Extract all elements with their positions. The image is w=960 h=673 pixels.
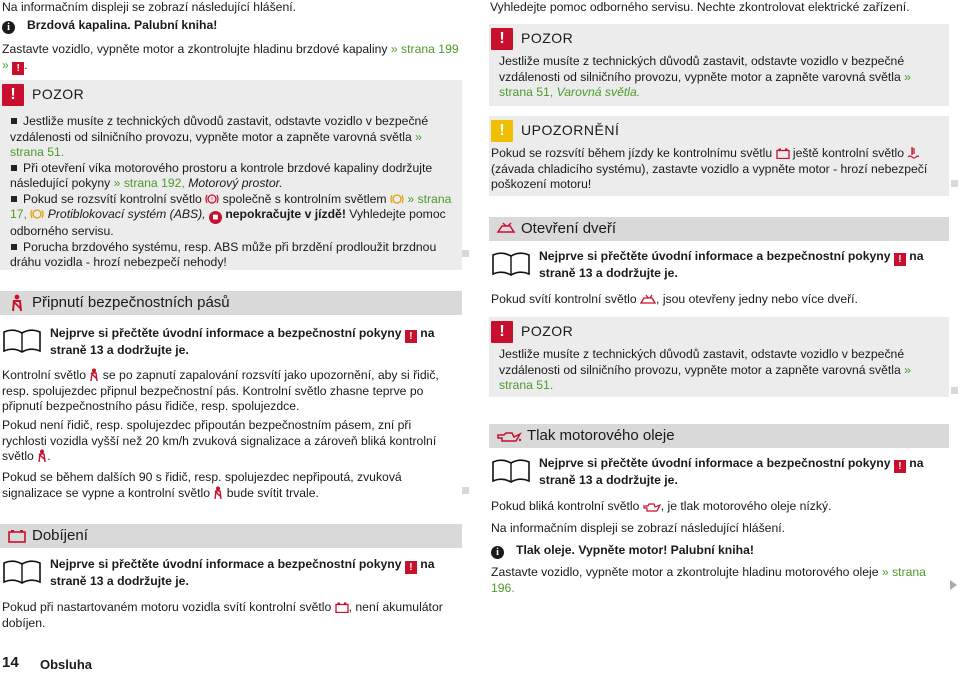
seatbelt-lamp-icon bbox=[213, 486, 223, 499]
brake-warning-lamp-icon bbox=[205, 193, 219, 205]
notice-box: ! UPOZORNĚNÍ Pokud se rozsvítí během jízdy ke kontrolnímu světlu ještě kontrolní světlo (závada chladicího systému), zastavte vozidlo a vypněte motor - hrozí nebezpečí poškození motoru! bbox=[489, 116, 949, 196]
chapter-label: Obsluha bbox=[40, 657, 93, 672]
svg-text:!: ! bbox=[211, 196, 214, 203]
seatbelt-icon bbox=[6, 294, 28, 312]
warning-icon: ! bbox=[894, 253, 906, 266]
section-title: Tlak motorového oleje bbox=[527, 427, 675, 445]
read-first-note: Nejprve si přečtěte úvodní informace a bezpečnostní pokyny ! na straně 13 a dodržujte je. bbox=[2, 326, 460, 359]
instruction: Zastavte vozidlo, vypněte motor a zkontrolujte hladinu brzdové kapaliny » strana 199 » ! . bbox=[2, 42, 459, 74]
page-link[interactable]: » strana 192, bbox=[113, 176, 185, 190]
display-intro: Na informačním displeji se zobrazí následující hlášení. bbox=[2, 0, 296, 14]
paragraph: Pokud při nastartovaném motoru vozidla svítí kontrolní světlo , není akumulátor dobíjen. bbox=[2, 600, 443, 630]
page-number: 14 bbox=[2, 654, 19, 671]
door-lamp-icon bbox=[640, 294, 656, 305]
oil-can-icon bbox=[495, 427, 523, 445]
warning-bullet: Porucha brzdového systému, resp. ABS může při brzdění prodloužit brzdnou dráhu vozidla - hrozí nebezpečí nehody! bbox=[10, 239, 437, 269]
section-title: Připnutí bezpečnostních pásů bbox=[32, 294, 230, 312]
section-header-belts bbox=[0, 291, 462, 315]
warning-bullet: Jestliže musíte z technických důvodů zastavit, odstavte vozidlo v bezpečné vzdálenosti od silničního provozu, vypněte motor a zapněte varovná světla » strana 51. bbox=[10, 114, 429, 159]
warning-title: POZOR bbox=[521, 30, 574, 47]
warning-icon: ! bbox=[12, 62, 24, 75]
page-link[interactable]: » strana 51. bbox=[499, 362, 911, 392]
paragraph: Zastavte vozidlo, vypněte motor a zkontrolujte hladinu motorového oleje » strana 196. bbox=[491, 565, 926, 595]
book-icon bbox=[491, 249, 531, 277]
section-end-marker bbox=[462, 250, 469, 257]
seatbelt-lamp-icon bbox=[37, 449, 47, 462]
warning-box bbox=[0, 80, 462, 270]
page-link[interactable]: » strana 199 bbox=[390, 42, 459, 56]
oil-lamp-icon bbox=[643, 502, 661, 512]
info-icon: i bbox=[491, 546, 504, 559]
abs-lamp-icon bbox=[30, 208, 44, 220]
warning-bullet: Při otevření víka motorového prostoru a kontrole brzdové kapaliny dodržujte následující pokyny » strana 192, Motorový prostor. bbox=[10, 160, 433, 190]
page-link[interactable]: » strana 17, bbox=[10, 191, 452, 221]
section-end-marker bbox=[462, 487, 469, 494]
notice-title: UPOZORNĚNÍ bbox=[521, 122, 620, 139]
info-icon: i bbox=[2, 21, 15, 34]
warning-title: POZOR bbox=[521, 323, 574, 340]
battery-icon bbox=[6, 527, 28, 545]
book-icon bbox=[491, 456, 531, 484]
paragraph: Vyhledejte pomoc odborného servisu. Nechte zkontrolovat elektrické zařízení. bbox=[490, 0, 910, 14]
continue-arrow-icon bbox=[950, 580, 957, 590]
paragraph: Pokud není řidič, resp. spolujezdec připoután bezpečnostním pásem, zní při rychlosti vozidla vyšší než 20 km/h zvuková signalizace a zároveň bliká kontrolní světlo . bbox=[2, 418, 437, 463]
read-first-note: Nejprve si přečtěte úvodní informace a bezpečnostní pokyny ! na straně 13 a dodržujte je. bbox=[2, 557, 460, 590]
page-link[interactable]: » strana 51, bbox=[499, 69, 911, 99]
book-icon bbox=[2, 557, 42, 585]
section-header-doors bbox=[489, 217, 949, 241]
notice-icon: ! bbox=[491, 120, 513, 142]
warning-box: ! POZOR Jestliže musíte z technických důvodů zastavit, odstavte vozidlo v bezpečné vzdálenosti od silničního provozu, vypněte motor a zapněte varovná světla » strana 51. bbox=[489, 317, 949, 397]
page-link[interactable]: » strana 51. bbox=[10, 129, 422, 159]
info-message: i Tlak oleje. Vypněte motor! Palubní kniha! bbox=[491, 543, 754, 559]
paragraph: Na informačním displeji se zobrazí následující hlášení. bbox=[491, 521, 785, 535]
coolant-lamp-icon bbox=[907, 146, 919, 159]
info-message: i Brzdová kapalina. Palubní kniha! bbox=[2, 18, 217, 34]
paragraph: Pokud svítí kontrolní světlo , jsou otevřeny jedny nebo více dveří. bbox=[491, 292, 858, 306]
warning-title: POZOR bbox=[32, 86, 85, 103]
warning-icon: ! bbox=[2, 84, 24, 106]
door-icon bbox=[495, 220, 517, 238]
warning-icon: ! bbox=[405, 330, 417, 343]
abs-lamp-icon bbox=[390, 193, 404, 205]
warning-bullet: Pokud se rozsvítí kontrolní světlo ! společně s kontrolním světlem » strana 17, Protiblokovací systém (ABS), ■ nepokračujte v jízdě! Vyhledejte pomoc odborného servisu. bbox=[10, 191, 452, 238]
warning-icon: ! bbox=[491, 321, 513, 343]
section-header-oil bbox=[489, 424, 949, 448]
paragraph: Pokud se během dalších 90 s řidič, resp. spolujezdec nepřipoutá, zvuková signalizace se vypne a kontrolní světlo bude svítit trvale. bbox=[2, 470, 402, 500]
seatbelt-lamp-icon bbox=[89, 368, 99, 381]
read-first-note: Nejprve si přečtěte úvodní informace a bezpečnostní pokyny ! na straně 13 a dodržujte je. bbox=[491, 456, 949, 489]
read-first-note: Nejprve si přečtěte úvodní informace a bezpečnostní pokyny ! na straně 13 a dodržujte je. bbox=[491, 249, 949, 282]
battery-lamp-icon bbox=[335, 602, 349, 613]
paragraph: Kontrolní světlo se po zapnutí zapalování rozsvítí jako upozornění, aby si řidič, resp. spolujezdec připnul bezpečnostní pás. Kontrolní světlo zhasne teprve po připnutí bezpečnostního pásu řidiče, resp. spolujezdce. bbox=[2, 368, 439, 413]
section-end-marker bbox=[951, 180, 958, 187]
warning-box: ! POZOR Jestliže musíte z technických důvodů zastavit, odstavte vozidlo v bezpečné vzdálenosti od silničního provozu, vypněte motor a zapněte varovná světla » strana 51, Varovná světla. bbox=[489, 24, 949, 106]
stop-icon: ■ bbox=[209, 211, 222, 224]
book-icon bbox=[2, 326, 42, 354]
paragraph: Pokud bliká kontrolní světlo , je tlak motorového oleje nízký. bbox=[491, 499, 832, 513]
warning-icon: ! bbox=[491, 28, 513, 50]
page-link[interactable]: » strana 196. bbox=[491, 565, 926, 595]
section-title: Dobíjení bbox=[32, 527, 88, 545]
section-end-marker bbox=[951, 387, 958, 394]
section-title: Otevření dveří bbox=[521, 220, 617, 238]
warning-icon: ! bbox=[894, 460, 906, 473]
warning-icon: ! bbox=[405, 561, 417, 574]
section-header-charging bbox=[0, 524, 462, 548]
battery-lamp-icon bbox=[776, 148, 790, 159]
